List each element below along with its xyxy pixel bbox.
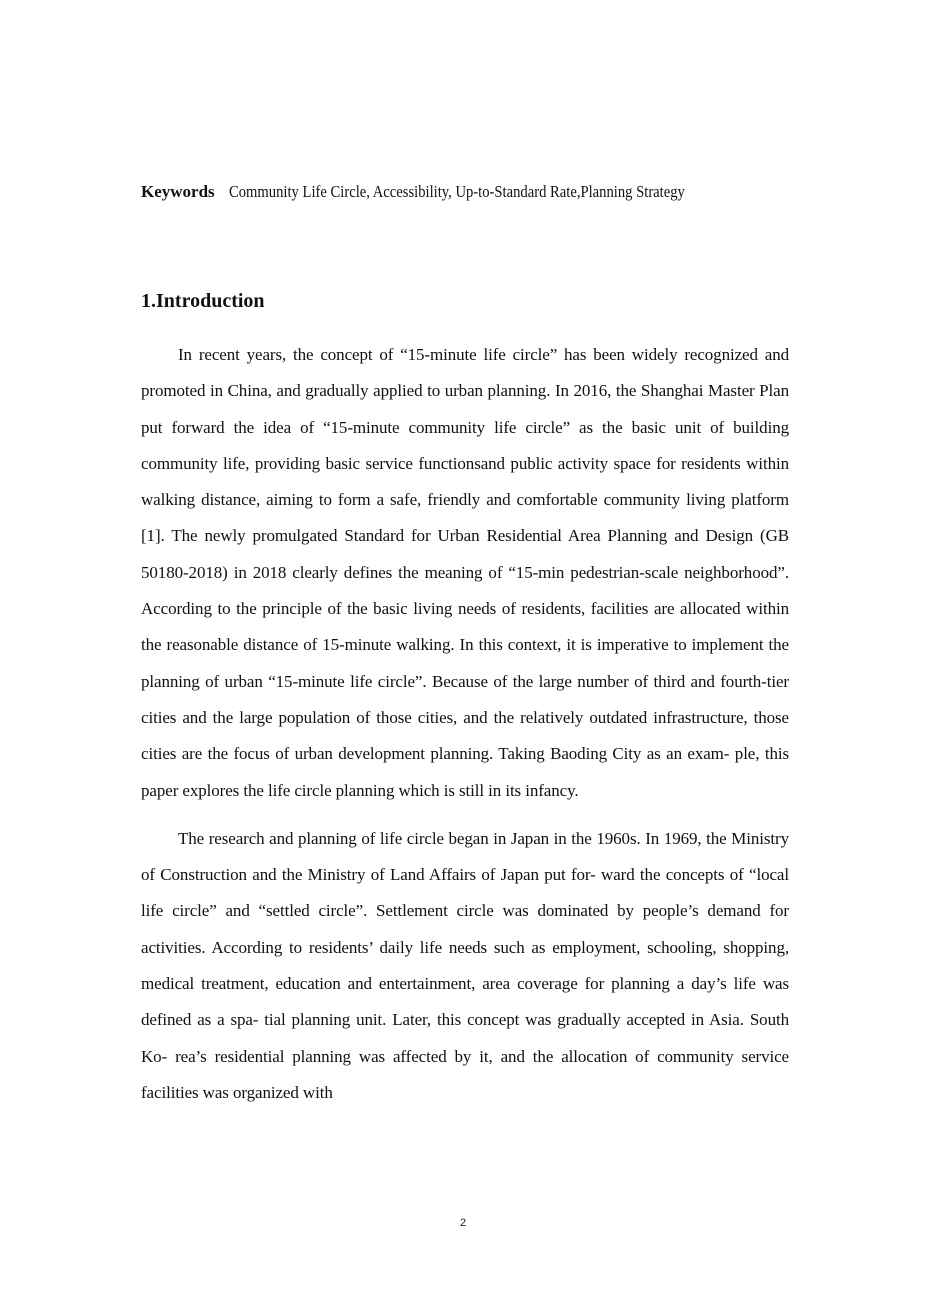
page-number: 2 <box>459 1217 467 1229</box>
keywords-label: Keywords <box>141 182 215 201</box>
paragraph: In recent years, the concept of “15-minute life circle” has been widely recognized and promoted in China, and gradually applied to urban planning. In 2016, the Shanghai Master Plan put forward the idea of “15-minute community life circle” as the basic unit of building community life, providing basic service functionsand public activity space for residents within walking distance, aiming to form a safe, friendly and comfortable community living platform [1]. The newly promulgated Standard for Urban Residential Area Planning and Design (GB 50180-2018) in 2018 clearly defines the meaning of “15-min pedestrian-scale neighborhood”. According to the principle of the basic living needs of residents, facilities are allocated within the reasonable distance of 15-minute walking. In this context, it is imperative to implement the planning of urban “15-minute life circle”. Because of the large number of third and fourth-tier cities and the large population of those cities, and the relatively outdated infrastructure, those cities are the focus of urban development planning. Taking Baoding City as an exam- ple, this paper explores the life circle planning which is still in its infancy. <box>141 345 789 800</box>
keywords-text: Community Life Circle, Accessibility, Up-to-Standard Rate,Planning Strategy <box>228 182 685 201</box>
section-title: 1.Introduction <box>141 290 265 312</box>
paragraph: The research and planning of life circle began in Japan in the 1960s. In 1969, the Ministry of Construction and the Ministry of Land Affairs of Japan put for- ward the concepts of “local life circle” and “settled circle”. Settlement circle was dominated by people’s demand for activities. According to residents’ daily life needs such as employment, schooling, shopping, medical treatment, education and entertainment, area coverage for planning a day’s life was defined as a spa- tial planning unit. Later, this concept was gradually accepted in Asia. South Ko- rea’s residential planning was affected by it, and the allocation of community service facilities was organized with <box>141 828 789 1102</box>
body-text <box>141 337 789 1123</box>
keywords-line <box>141 180 801 204</box>
